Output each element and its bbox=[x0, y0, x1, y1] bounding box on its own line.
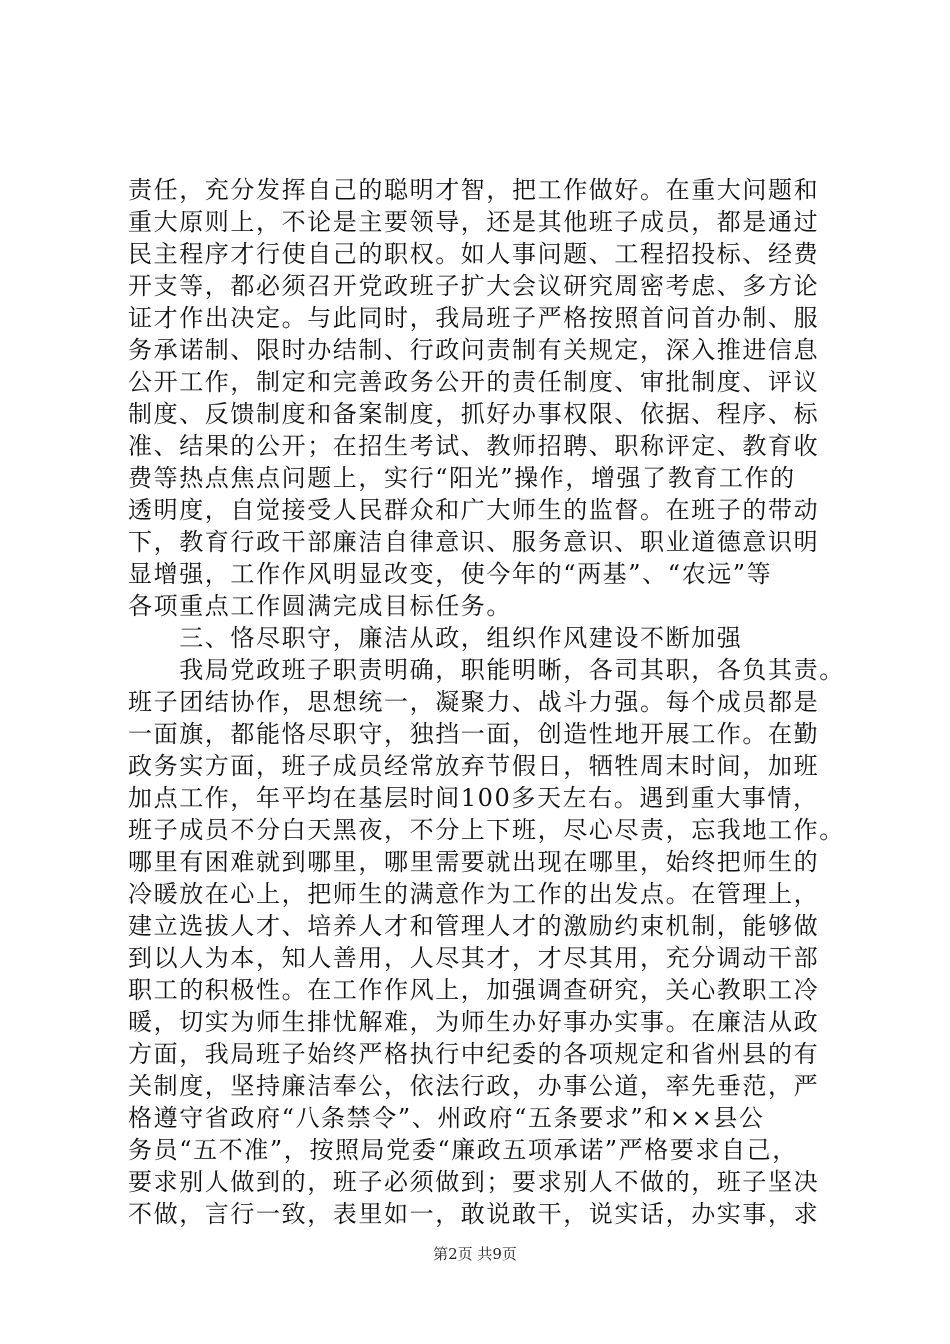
text-line: 证才作出决定。与此同时，我局班子严格按照首问首办制、服 bbox=[128, 304, 820, 332]
text-line: 各项重点工作圆满完成目标任务。 bbox=[128, 592, 512, 620]
text-line: 班子成员不分白天黑夜，不分上下班，尽心尽责，忘我地工作。 bbox=[128, 816, 845, 844]
section-heading: 三、恪尽职守，廉洁从政，组织作风建设不断加强 bbox=[128, 624, 743, 652]
text-line: 冷暖放在心上，把师生的满意作为工作的出发点。在管理上， bbox=[128, 880, 820, 908]
text-line: 关制度，坚持廉洁奉公，依法行政，办事公道，率先垂范，严 bbox=[128, 1072, 820, 1100]
page-footer: 第2页 共9页 bbox=[433, 1245, 517, 1263]
text-line: 务员“五不准”，按照局党委“廉政五项承诺”严格要求自己， bbox=[128, 1136, 798, 1164]
text-line: 务承诺制、限时办结制、行政问责制有关规定，深入推进信息 bbox=[128, 336, 820, 364]
text-line: 民主程序才行使自己的职权。如人事问题、工程招投标、经费 bbox=[128, 240, 820, 268]
text-line: 制度、反馈制度和备案制度，抓好办事权限、依据、程序、标 bbox=[128, 400, 820, 428]
text-line: 责任，充分发挥自己的聪明才智，把工作做好。在重大问题和 bbox=[128, 176, 820, 204]
text-line: 重大原则上，不论是主要领导，还是其他班子成员，都是通过 bbox=[128, 208, 820, 236]
text-line: 要求别人做到的，班子必须做到；要求别人不做的，班子坚决 bbox=[128, 1168, 820, 1196]
text-line: 暖，切实为师生排忧解难，为师生办好事办实事。在廉洁从政 bbox=[128, 1008, 820, 1036]
text-line: 到以人为本，知人善用，人尽其才，才尽其用，充分调动干部 bbox=[128, 944, 820, 972]
text-line: 政务实方面，班子成员经常放弃节假日，牺牲周末时间，加班 bbox=[128, 752, 820, 780]
text-line: 开支等，都必须召开党政班子扩大会议研究周密考虑、多方论 bbox=[128, 272, 820, 300]
text-line: 方面，我局班子始终严格执行中纪委的各项规定和省州县的有 bbox=[128, 1040, 820, 1068]
text-line: 职工的积极性。在工作作风上，加强调查研究，关心教职工冷 bbox=[128, 976, 820, 1004]
text-line: 建立选拔人才、培养人才和管理人才的激励约束机制，能够做 bbox=[128, 912, 820, 940]
text-line: 费等热点焦点问题上，实行“阳光”操作，增强了教育工作的 bbox=[128, 464, 796, 492]
text-line: 班子团结协作，思想统一，凝聚力、战斗力强。每个成员都是 bbox=[128, 688, 820, 716]
text-line: 不做，言行一致，表里如一，敢说敢干，说实话，办实事，求 bbox=[128, 1200, 820, 1228]
text-line: 显增强，工作作风明显改变，使今年的“两基”、“农远”等 bbox=[128, 560, 773, 588]
text-line: 透明度，自觉接受人民群众和广大师生的监督。在班子的带动 bbox=[128, 496, 820, 524]
text-line: 加点工作，年平均在基层时间100多天左右。遇到重大事情， bbox=[128, 784, 819, 812]
text-line: 哪里有困难就到哪里，哪里需要就出现在哪里，始终把师生的 bbox=[128, 848, 820, 876]
text-line: 准、结果的公开；在招生考试、教师招聘、职称评定、教育收 bbox=[128, 432, 820, 460]
text-line: 格遵守省政府“八条禁令”、州政府“五条要求”和××县公 bbox=[128, 1104, 765, 1132]
text-line: 我局党政班子职责明确，职能明晰，各司其职，各负其责。 bbox=[128, 656, 845, 684]
body-text bbox=[128, 174, 848, 1230]
text-line: 下，教育行政干部廉洁自律意识、服务意识、职业道德意识明 bbox=[128, 528, 820, 556]
text-line: 一面旗，都能恪尽职守，独挡一面，创造性地开展工作。在勤 bbox=[128, 720, 820, 748]
text-line: 公开工作，制定和完善政务公开的责任制度、审批制度、评议 bbox=[128, 368, 820, 396]
